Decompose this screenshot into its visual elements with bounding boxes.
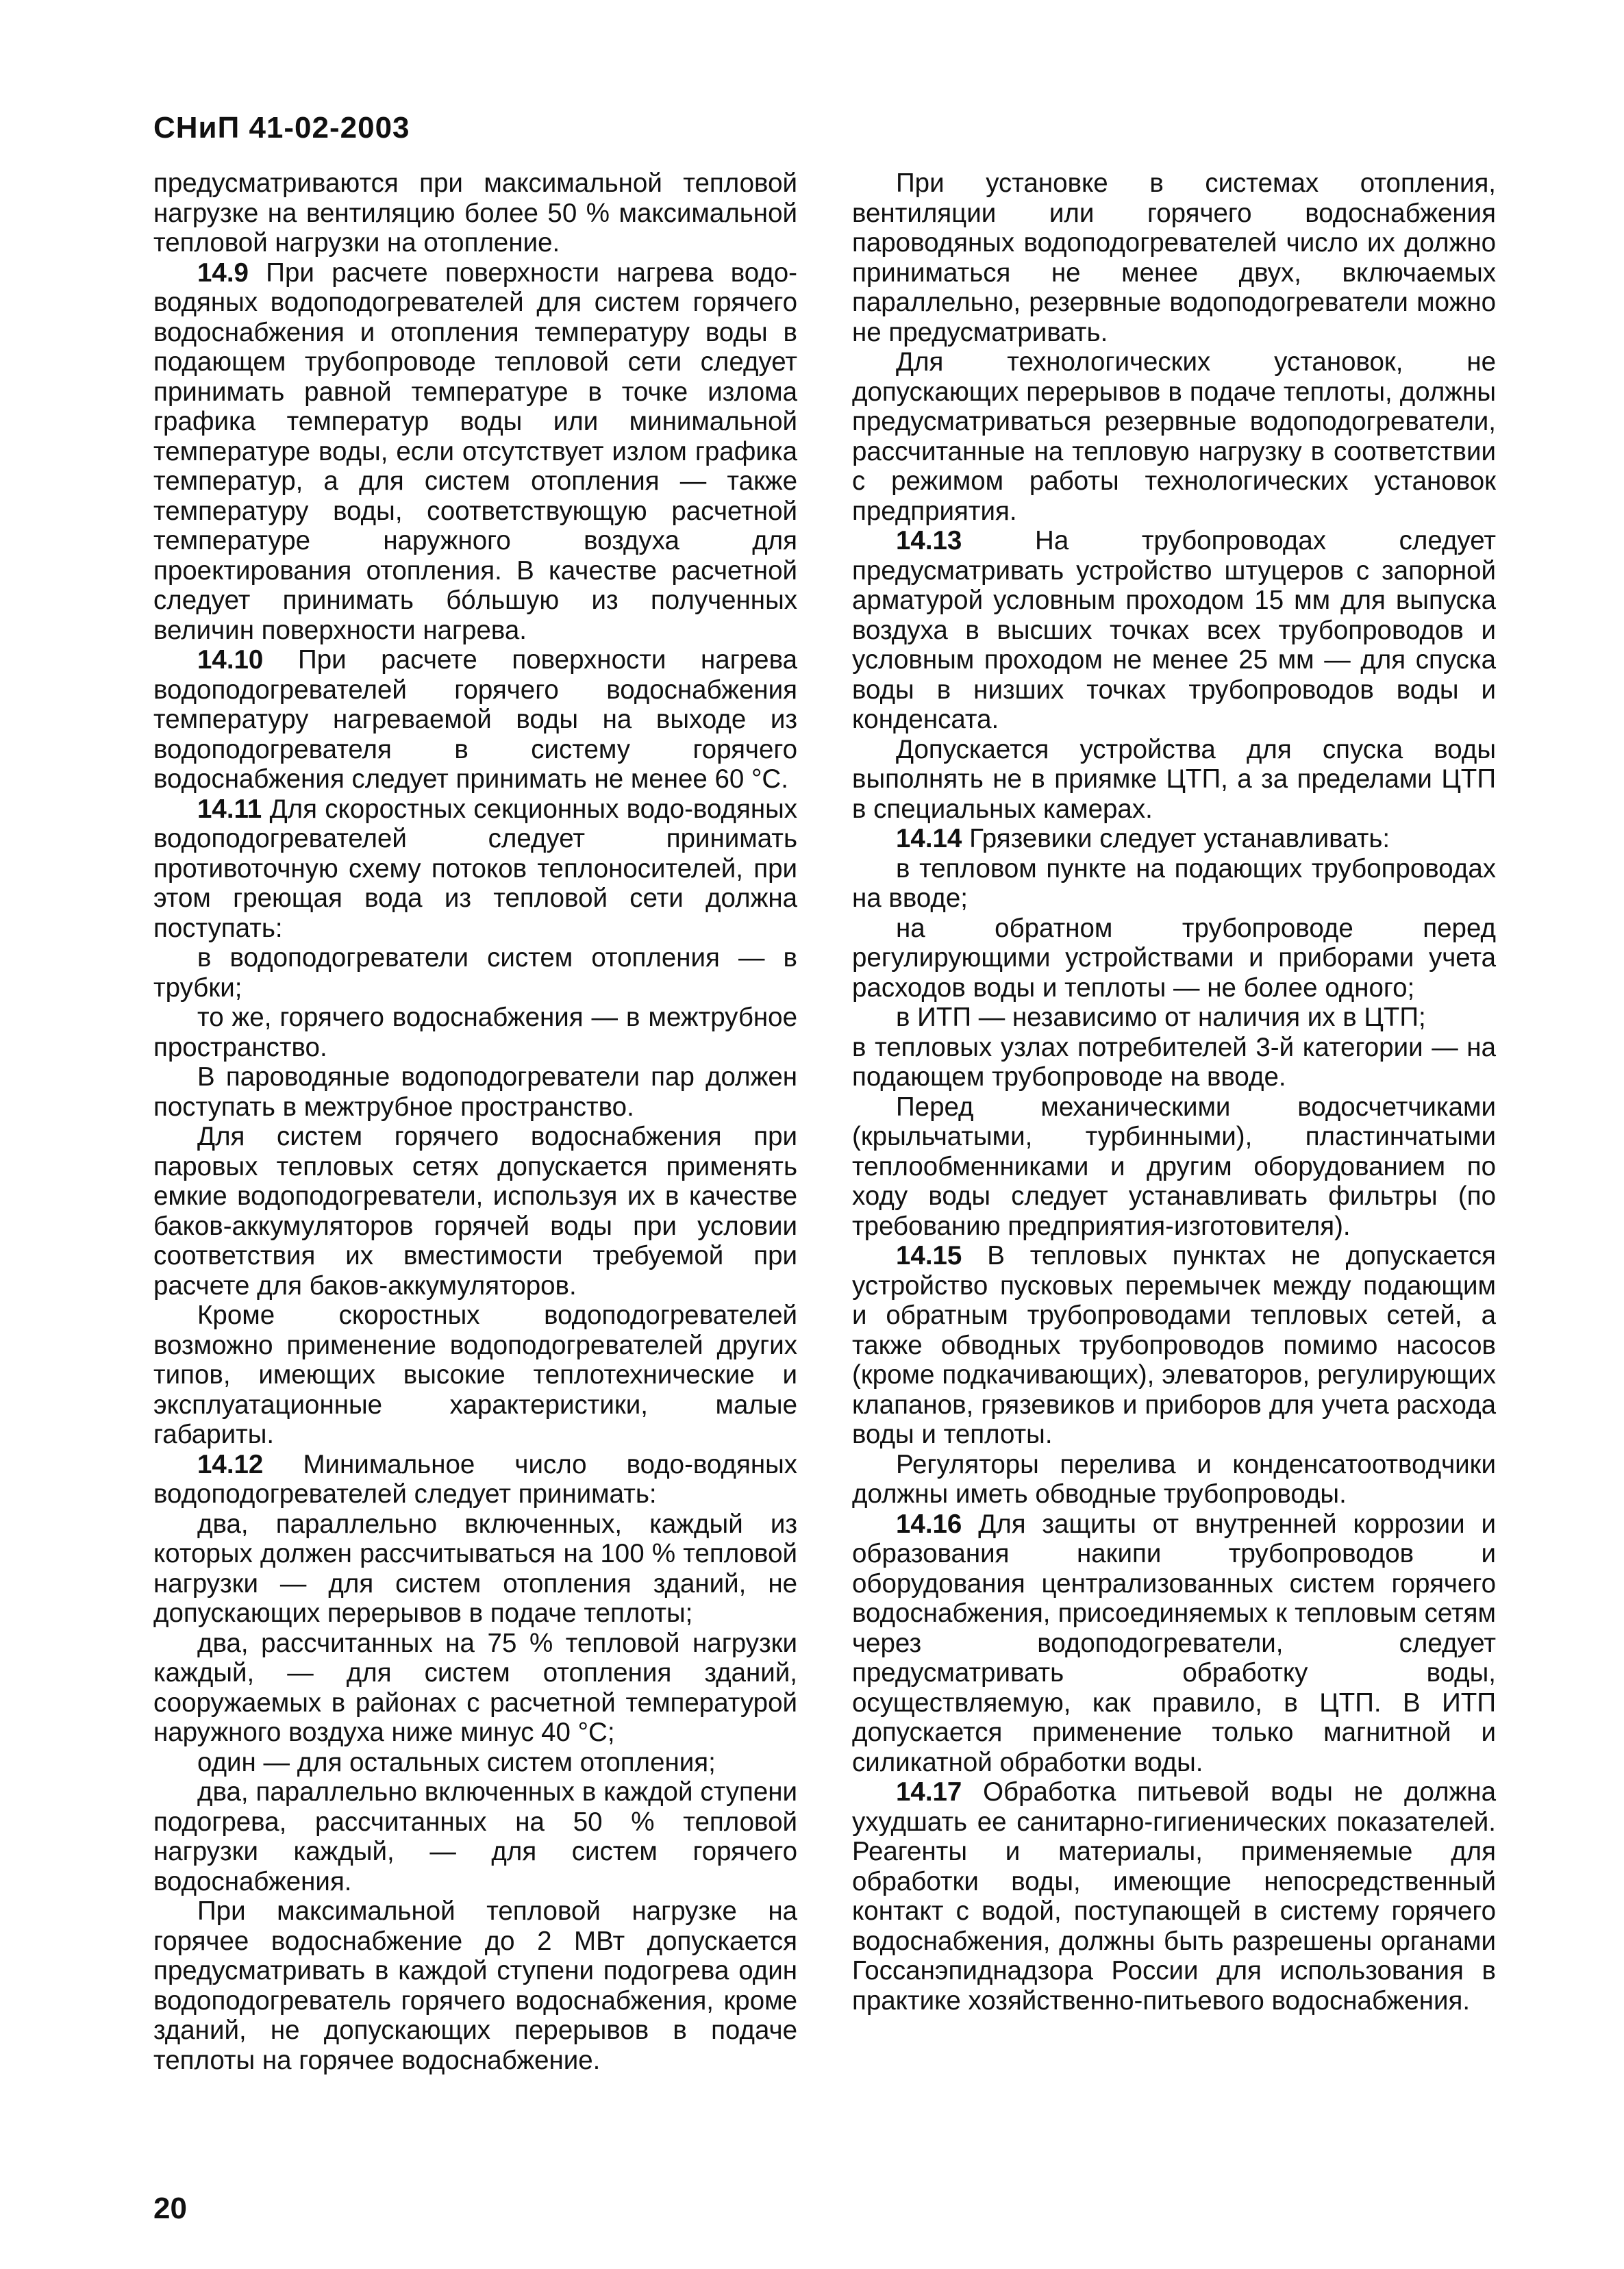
paragraph <box>852 824 1496 854</box>
clause-number: 14.10 <box>197 645 264 675</box>
paragraph <box>852 914 1496 1003</box>
paragraph-text: Допускается устройства для спуска воды выполнять не в приямке ЦТП, а за пределами ЦТП в специальных камерах. <box>852 734 1496 824</box>
paragraph <box>153 1896 797 2075</box>
paragraph <box>153 943 797 1003</box>
paragraph <box>852 735 1496 825</box>
paragraph-text: Для скоростных секционных водо-водяных водоподогревателей следует принимать противоточную схему потоков теплоносителей, при этом греющая вода из тепловой сети должна поступать: <box>153 794 798 943</box>
paragraph <box>153 1509 797 1629</box>
paragraph-text: В пароводяные водоподогреватели пар должен поступать в межтрубное пространство. <box>153 1062 797 1122</box>
paragraph <box>153 1450 797 1509</box>
clause-number: 14.9 <box>197 258 249 288</box>
paragraph <box>153 1777 797 1896</box>
paragraph-text: в тепловом пункте на подающих трубопроводах на вводе; <box>852 853 1496 913</box>
paragraph-text: Регуляторы перелива и конденсатоотводчики должны иметь обводные трубопроводы. <box>852 1449 1496 1509</box>
paragraph-text: два, параллельно включенных в каждой ступени подогрева, рассчитанных на 50 % тепловой нагрузки каждый, — для систем горячего водоснабжения. <box>153 1777 797 1896</box>
paragraph-text: то же, горячего водоснабжения — в межтрубное пространство. <box>153 1003 797 1062</box>
paragraph <box>852 1509 1496 1778</box>
paragraph-text: Минимальное число водо-водяных водоподогревателей следует принимать: <box>153 1449 797 1509</box>
paragraph <box>153 1748 797 1778</box>
paragraph <box>852 1450 1496 1509</box>
paragraph-text: на обратном трубопроводе перед регулирующими устройствами и приборами учета расходов воды и теплоты — не более одного; <box>852 913 1496 1003</box>
paragraph-text: При установке в системах отопления, вентиляции или горячего водоснабжения пароводяных водоподогревателей число их должно приниматься не менее двух, включаемых параллельно, резервные водоподогреватели можно не предусматривать. <box>852 168 1496 347</box>
paragraph-text: Для защиты от внутренней коррозии и образования накипи трубопроводов и оборудования централизованных систем горячего водоснабжения, присоединяемых к тепловым сетям через водоподогреватели, следует предусматривать обработку воды, осуществляемую, как правило, в ЦТП. В ИТП допускается применение только магнитной и силикатной обработки воды. <box>852 1509 1496 1777</box>
paragraph-text: предусматриваются при максимальной тепловой нагрузке на вентиляцию более 50 % максимальной тепловой нагрузки на отопление. <box>153 168 797 258</box>
paragraph <box>852 1777 1496 2016</box>
document-code-header: СНиП 41-02-2003 <box>153 111 410 145</box>
paragraph-text: Для систем горячего водоснабжения при паровых тепловых сетях допускается применять емкие водоподогреватели, используя их в качестве баков-аккумуляторов горячей воды при условии соответствия их вместимости требуемой при расчете для баков-аккумуляторов. <box>153 1122 797 1301</box>
right-text-column <box>852 168 1496 2016</box>
paragraph <box>852 1003 1496 1033</box>
paragraph <box>852 168 1496 347</box>
paragraph <box>153 1629 797 1748</box>
paragraph <box>852 1092 1496 1242</box>
paragraph <box>153 258 797 646</box>
clause-number: 14.14 <box>896 824 962 853</box>
paragraph-text: Для технологических установок, не допускающих перерывов в подаче теплоты, должны предусматриваться резервные водоподогреватели, рассчитанные на тепловую нагрузку в соответствии с режимом работы технологических установок предприятия. <box>852 347 1496 526</box>
clause-number: 14.17 <box>896 1777 962 1807</box>
paragraph <box>153 1062 797 1122</box>
paragraph <box>153 1003 797 1062</box>
clause-number: 14.15 <box>896 1241 962 1270</box>
paragraph <box>153 1122 797 1301</box>
left-text-column <box>153 168 797 2075</box>
page-number: 20 <box>153 2192 187 2225</box>
paragraph <box>852 526 1496 735</box>
paragraph <box>153 794 797 944</box>
paragraph <box>153 168 797 258</box>
paragraph-text: два, параллельно включенных, каждый из которых должен рассчитываться на 100 % тепловой нагрузки — для систем отопления зданий, не допускающих перерывов в подаче теплоты; <box>153 1509 797 1628</box>
paragraph-text: в водоподогреватели систем отопления — в трубки; <box>153 943 797 1003</box>
clause-number: 14.13 <box>896 526 962 555</box>
paragraph-text: При расчете поверхности нагрева водоподогревателей горячего водоснабжения температуру нагреваемой воды на выходе из водоподогревателя в систему горячего водоснабжения следует принимать не менее 60 °С. <box>153 645 797 794</box>
paragraph-text: На трубопроводах следует предусматривать устройство штуцеров с запорной арматурой условным проходом 15 мм для выпуска воздуха в высших точках всех трубопроводов и условным проходом не менее 25 мм — для спуска воды в низших точках трубопроводов воды и конденсата. <box>852 526 1496 734</box>
paragraph <box>852 347 1496 526</box>
paragraph-text: При расчете поверхности нагрева водо-водяных водоподогревателей для систем горячего водоснабжения и отопления температуру воды в подающем трубопроводе тепловой сети следует принимать равной температуре в точке излома графика температур воды или минимальной температуре воды, если отсутствует излом графика температур, а для систем отопления — также температуру воды, соответствующую расчетной температуре наружного воздуха для проектирования отопления. В качестве расчетной следует принимать бóльшую из полученных величин поверхности нагрева. <box>153 258 797 645</box>
paragraph-text: один — для остальных систем отопления; <box>197 1747 716 1777</box>
clause-number: 14.12 <box>197 1449 264 1479</box>
paragraph-text: Обработка питьевой воды не должна ухудшать ее санитарно-гигиенических показателей. Реагенты и материалы, применяемые для обработки воды, имеющие непосредственный контакт с водой, поступающей в систему горячего водоснабжения, должны быть разрешены органами Госсанэпиднадзора России для использования в практике хозяйственно-питьевого водоснабжения. <box>852 1777 1496 2016</box>
paragraph-text: Кроме скоростных водоподогревателей возможно применение водоподогревателей других типов, имеющих высокие теплотехнические и эксплуатационные характеристики, малые габариты. <box>153 1301 797 1449</box>
paragraph <box>852 854 1496 914</box>
clause-number: 14.11 <box>197 794 262 824</box>
paragraph-text: два, рассчитанных на 75 % тепловой нагрузки каждый, — для систем отопления зданий, сооружаемых в районах с расчетной температурой наружного воздуха ниже минус 40 °С; <box>153 1628 797 1747</box>
paragraph-text: Грязевики следует устанавливать: <box>969 824 1390 853</box>
clause-number: 14.16 <box>896 1509 962 1539</box>
paragraph <box>153 645 797 794</box>
paragraph <box>852 1033 1496 1092</box>
paragraph-text: в тепловых узлах потребителей 3-й категории — на подающем трубопроводе на вводе. <box>852 1032 1496 1092</box>
paragraph <box>153 1301 797 1450</box>
paragraph-text: В тепловых пунктах не допускается устройство пусковых перемычек между подающим и обратным трубопроводами тепловых сетей, а также обводных трубопроводов помимо насосов (кроме подкачивающих), элеваторов, регулирующих клапанов, грязевиков и приборов для учета расхода воды и теплоты. <box>852 1241 1497 1449</box>
paragraph-text: Перед механическими водосчетчиками (крыльчатыми, турбинными), пластинчатыми теплообменниками и другим оборудованием по ходу воды следует устанавливать фильтры (по требованию предприятия-изготовителя). <box>852 1092 1496 1241</box>
paragraph-text: При максимальной тепловой нагрузке на горячее водоснабжение до 2 МВт допускается предусматривать в каждой ступени подогрева один водоподогреватель горячего водоснабжения, кроме зданий, не допускающих перерывов в подаче теплоты на горячее водоснабжение. <box>153 1896 797 2075</box>
paragraph <box>852 1241 1496 1450</box>
paragraph-text: в ИТП — независимо от наличия их в ЦТП; <box>896 1003 1426 1032</box>
